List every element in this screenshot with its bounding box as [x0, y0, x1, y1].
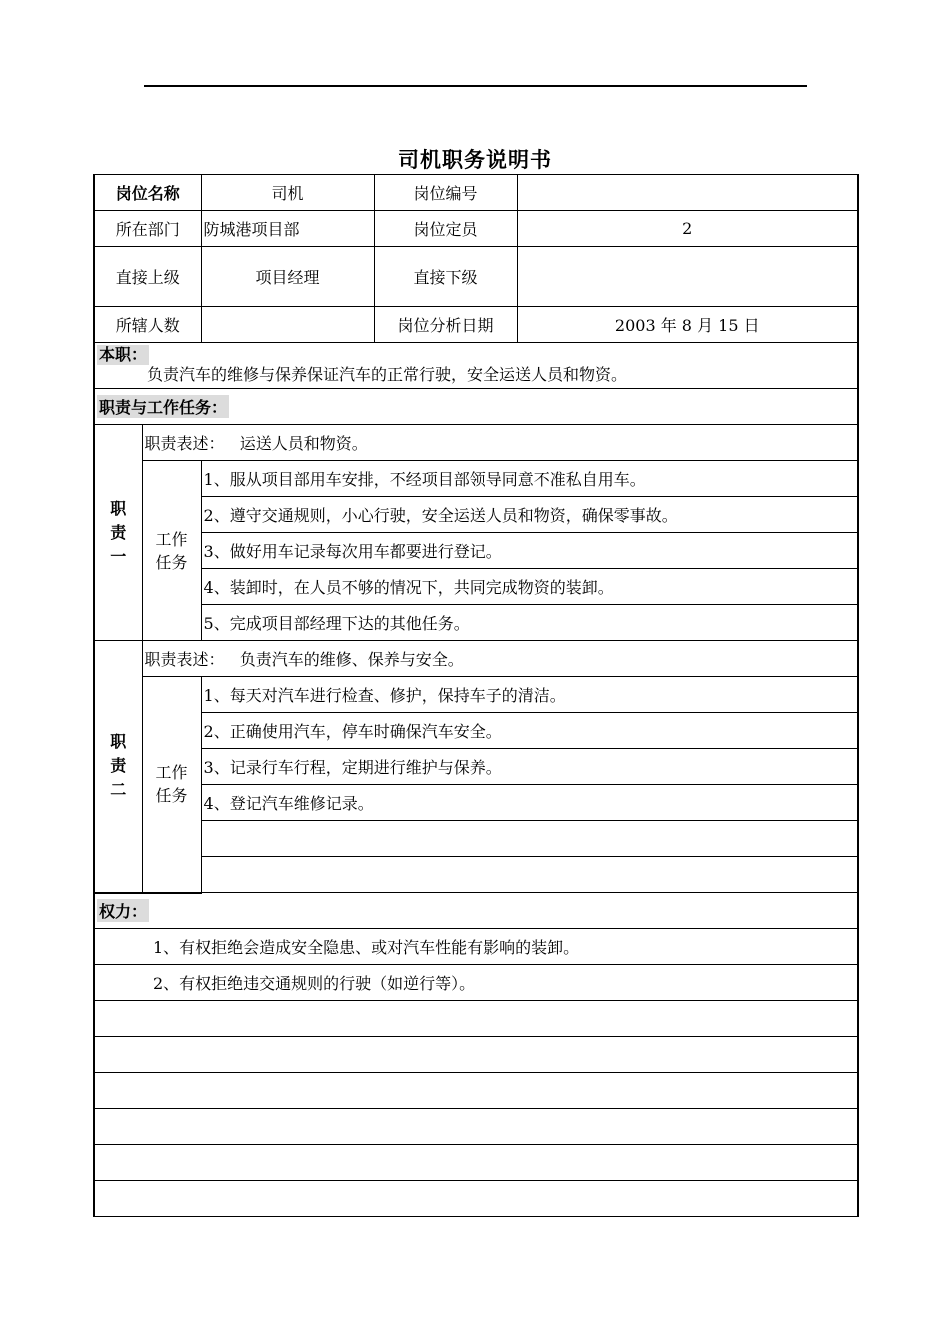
blank-cell	[94, 1109, 858, 1145]
duty-2-task-row	[94, 785, 858, 821]
dept-value: 防城港项目部	[201, 211, 374, 247]
duty-2-label: 职 责 二	[94, 641, 142, 893]
duty-2-description-text: 负责汽车的维修、保养与安全。	[239, 650, 464, 669]
authority-item-row	[94, 929, 858, 965]
blank-row	[94, 1073, 858, 1109]
duty-1-label: 职 责 一	[94, 425, 142, 641]
info-row-1	[94, 175, 858, 211]
duty-2-task-row	[94, 677, 858, 713]
authority-heading-cell	[94, 893, 858, 929]
duty-2-task: 3、记录行车行程，定期进行维护与保养。	[201, 749, 858, 785]
duty-2-task	[201, 857, 858, 893]
duty-1-task-row	[94, 461, 858, 497]
duty-1-task: 3、做好用车记录每次用车都要进行登记。	[201, 533, 858, 569]
position-code-label: 岗位编号	[374, 175, 517, 211]
blank-cell	[94, 1145, 858, 1181]
position-code-value	[517, 175, 858, 211]
main-duty-label: 本职：	[99, 345, 148, 364]
duty-2-task	[201, 821, 858, 857]
position-name-label: 岗位名称	[94, 175, 201, 211]
analysis-date-label: 岗位分析日期	[374, 307, 517, 343]
duty-2-task-row	[94, 713, 858, 749]
duty-2-task: 1、每天对汽车进行检查、修护，保持车子的清洁。	[201, 677, 858, 713]
analysis-date-value: 2003 年 8 月 15 日	[517, 307, 858, 343]
duty-1-description-label: 职责表述：	[144, 434, 225, 453]
duty-2-task-row	[94, 821, 858, 857]
blank-row	[94, 1037, 858, 1073]
staff-count-label: 所辖人数	[94, 307, 201, 343]
duties-heading: 职责与工作任务：	[97, 395, 229, 418]
subordinate-value	[517, 247, 858, 307]
duty-1-task: 1、服从项目部用车安排，不经项目部领导同意不准私自用车。	[201, 461, 858, 497]
authority-heading: 权力：	[97, 899, 149, 922]
duty-1-task-row	[94, 605, 858, 641]
blank-cell	[94, 1073, 858, 1109]
duty-2-task-row	[94, 857, 858, 893]
duty-1-task: 4、装卸时，在人员不够的情况下，共同完成物资的装卸。	[201, 569, 858, 605]
subordinate-label: 直接下级	[374, 247, 517, 307]
blank-row	[94, 1109, 858, 1145]
blank-cell	[94, 1001, 858, 1037]
duty-1-description-text: 运送人员和物资。	[239, 434, 368, 453]
duty-1-task-row	[94, 569, 858, 605]
duties-heading-cell	[94, 389, 858, 425]
duty-2-task: 4、登记汽车维修记录。	[201, 785, 858, 821]
duties-heading-row	[94, 389, 858, 425]
blank-row	[94, 1145, 858, 1181]
authority-item-row	[94, 965, 858, 1001]
duty-2-tasks-label: 工作 任务	[142, 677, 201, 893]
staff-count-value	[201, 307, 374, 343]
duty-2-task-row	[94, 749, 858, 785]
blank-row	[94, 1181, 858, 1217]
duty-2-task: 2、正确使用汽车，停车时确保汽车安全。	[201, 713, 858, 749]
duty-2-description-label: 职责表述：	[144, 650, 225, 669]
duty-1-description	[142, 425, 858, 461]
dept-label: 所在部门	[94, 211, 201, 247]
main-duty-cell	[94, 343, 858, 389]
duty-1-description-row	[94, 425, 858, 461]
info-row-3	[94, 247, 858, 307]
authority-heading-row	[94, 893, 858, 929]
info-row-4	[94, 307, 858, 343]
blank-cell	[94, 1037, 858, 1073]
header-rule	[144, 85, 807, 87]
blank-row	[94, 1001, 858, 1037]
duty-1-task-row	[94, 533, 858, 569]
duty-2-description-row	[94, 641, 858, 677]
document-title: 司机职务说明书	[398, 148, 552, 172]
duty-1-task: 5、完成项目部经理下达的其他任务。	[201, 605, 858, 641]
superior-label: 直接上级	[94, 247, 201, 307]
blank-cell	[94, 1181, 858, 1217]
info-row-2	[94, 211, 858, 247]
quota-value: 2	[517, 211, 858, 247]
duty-1-task-row	[94, 497, 858, 533]
duty-1-tasks-label: 工作 任务	[142, 461, 201, 641]
job-description-table	[93, 174, 859, 1217]
superior-value: 项目经理	[201, 247, 374, 307]
main-duty-text: 负责汽车的维修与保养保证汽车的正常行驶，安全运送人员和物资。	[147, 365, 628, 384]
authority-item: 1、有权拒绝会造成安全隐患、或对汽车性能有影响的装卸。	[94, 929, 858, 965]
position-name-value: 司机	[201, 175, 374, 211]
duty-1-task: 2、遵守交通规则，小心行驶，安全运送人员和物资，确保零事故。	[201, 497, 858, 533]
main-duty-row	[94, 343, 858, 389]
authority-item: 2、有权拒绝违交通规则的行驶（如逆行等）。	[94, 965, 858, 1001]
quota-label: 岗位定员	[374, 211, 517, 247]
duty-2-description	[142, 641, 858, 677]
